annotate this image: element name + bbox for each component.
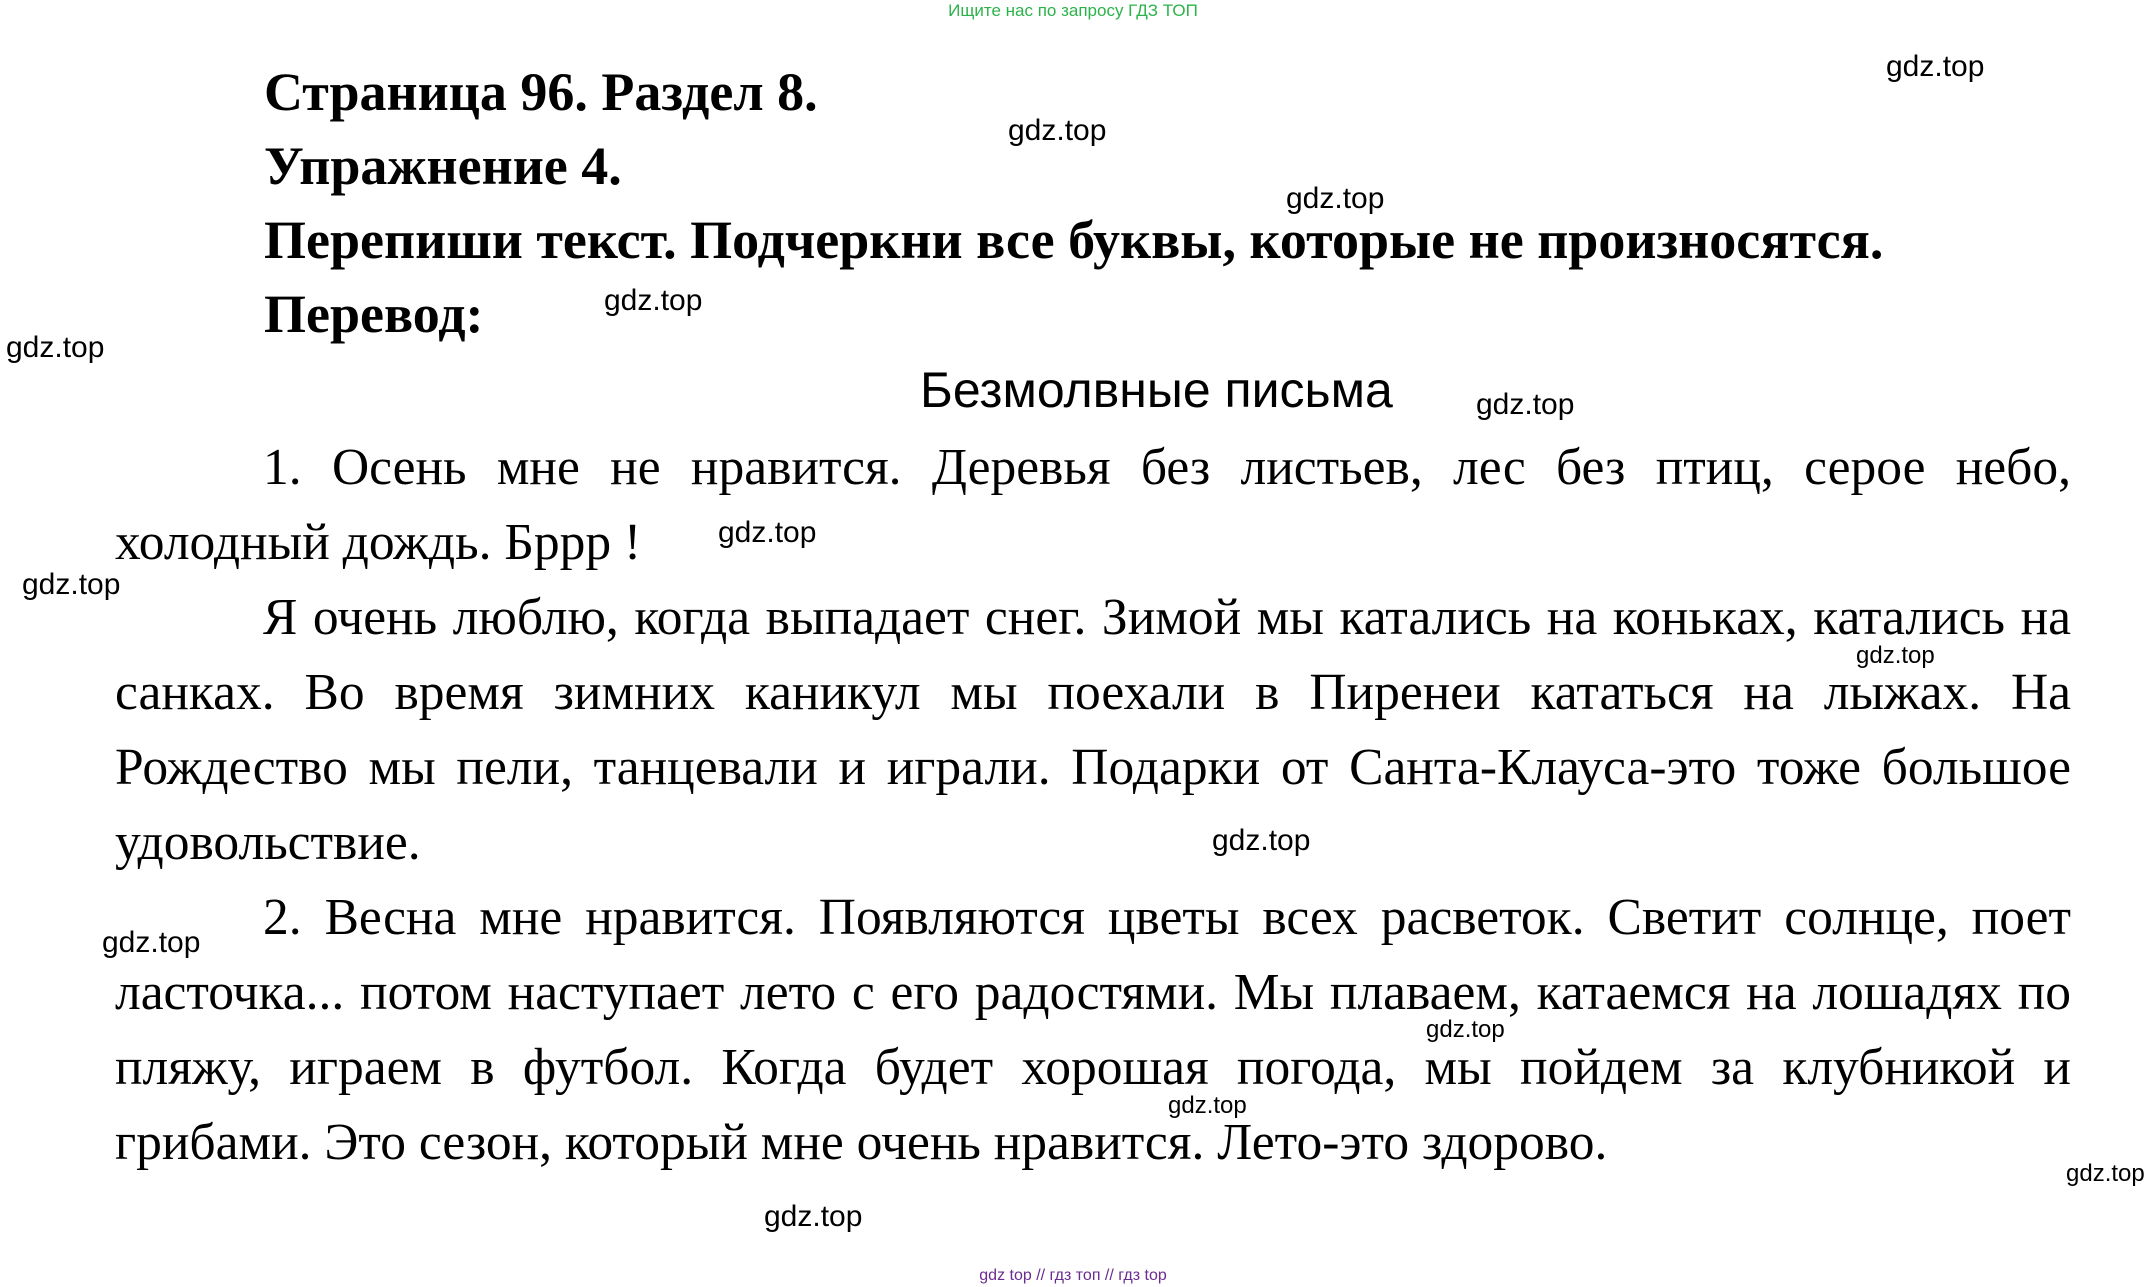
- paragraph-winter: [115, 580, 2071, 880]
- watermark: gdz.top: [1008, 114, 1107, 147]
- paragraph-spring-text: 2. Весна мне нравится. Появляются цветы всех расветок. Светит солнце, поет ласточка... потом наступает лето с его радостями. Мы плаваем, катаемся на лошадях по пляжу, играем в футбол. Когда будет хорошая погода, мы пойдем за клубникой и грибами. Это сезон, который мне очень нравится. Лето-это здорово.: [115, 889, 2071, 1171]
- paragraph-winter-text: Я очень люблю, когда выпадает снег. Зимой мы катались на коньках, катались на санках. Во время зимних каникул мы поехали в Пиренеи кататься на лыжах. На Рождество мы пели, танцевали и играли. Подарки от Санта-Клауса-это тоже большое удовольствие.: [115, 589, 2071, 871]
- watermark: gdz.top: [764, 1200, 863, 1233]
- watermark: gdz.top: [1426, 1016, 1505, 1043]
- top-banner: Ищите нас по запросу ГДЗ ТОП: [948, 1, 1198, 20]
- watermark: gdz.top: [1476, 388, 1575, 421]
- watermark: gdz.top: [22, 568, 121, 601]
- paragraph-autumn: [115, 430, 2071, 580]
- page-section-heading: Страница 96. Раздел 8.: [264, 62, 818, 122]
- exercise-heading: Упражнение 4.: [264, 136, 622, 196]
- paragraph-spring: [115, 880, 2071, 1180]
- watermark: gdz.top: [1212, 824, 1311, 857]
- watermark: gdz.top: [1286, 182, 1385, 215]
- footer-links: gdz top // гдз топ // гдз top: [979, 1267, 1167, 1284]
- watermark: gdz.top: [1886, 50, 1985, 83]
- translation-label: Перевод:: [264, 284, 484, 344]
- watermark: gdz.top: [1856, 642, 1935, 669]
- paragraph-autumn-text: 1. Осень мне не нравится. Деревья без листьев, лес без птиц, серое небо, холодный дождь. Бррр !: [115, 439, 2071, 571]
- watermark: gdz.top: [6, 331, 105, 364]
- watermark: gdz.top: [604, 284, 703, 317]
- watermark: gdz.top: [2066, 1160, 2145, 1187]
- text-title: Безмолвные письма: [920, 362, 1393, 418]
- watermark: gdz.top: [1168, 1092, 1247, 1119]
- watermark: gdz.top: [718, 516, 817, 549]
- watermark: gdz.top: [102, 926, 201, 959]
- task-instruction: Перепиши текст. Подчеркни все буквы, которые не произносятся.: [264, 210, 1884, 270]
